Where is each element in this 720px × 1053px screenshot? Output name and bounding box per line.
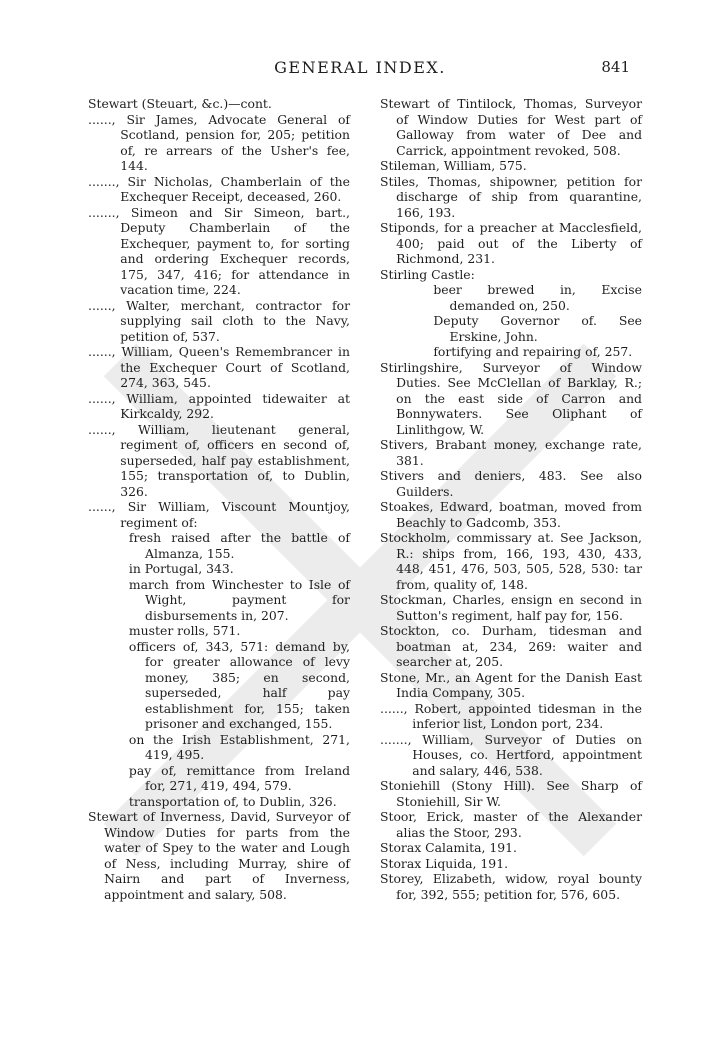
index-entry: ......, William, appointed tidewaiter at Kirkcaldy, 292. <box>88 390 350 421</box>
index-entry: Stirlingshire, Surveyor of Window Duties. See McClellan of Barklay, R.; on the east side of Carron and Bonnywaters. See Oliphant of Linlithgow, W. <box>380 359 642 437</box>
index-entry: Stirling Castle: <box>380 266 475 282</box>
index-entry: ......., Simeon and Sir Simeon, bart., Deputy Chamberlain of the Exchequer, payment to, for sorting and ordering Exchequer records, 175, 347, 416; for attendance in vacation time, 224. <box>88 204 350 297</box>
index-entry: Stewart of Tintilock, Thomas, Surveyor of Window Duties for West part of Galloway from water of Dee and Carrick, appointment revoked, 508. <box>380 96 642 158</box>
index-entry: Stoor, Erick, master of the Alexander alias the Stoor, 293. <box>380 809 642 840</box>
index-entry: Stockton, co. Durham, tidesman and boatman at, 234, 269: waiter and searcher at, 205. <box>380 623 642 669</box>
index-entry: in Portugal, 343. <box>128 561 234 576</box>
index-entry: Stivers and deniers, 483. See also Guilders. <box>380 468 642 499</box>
index-entry: Storax Calamita, 191. <box>380 840 517 855</box>
index-entry: Stiles, Thomas, shipowner, petition for discharge of ship from quarantine, 166, 193. <box>380 173 642 220</box>
index-entry: muster rolls, 571. <box>128 623 241 638</box>
index-entry: Stoniehill (Stony Hill). See Sharp of Stoniehill, Sir W. <box>380 778 642 809</box>
index-entry: march from Winchester to Isle of Wight, payment for disbursements in, 207. <box>128 576 350 623</box>
index-entry: on the Irish Establishment, 271, 419, 495. <box>128 731 350 762</box>
index-entry: Deputy Governor of. See Erskine, John. <box>433 313 642 344</box>
index-entry: Stone, Mr., an Agent for the Danish East India Company, 305. <box>380 669 642 700</box>
index-entry: Stileman, William, 575. <box>380 158 527 173</box>
index-entry: Stockman, Charles, ensign en second in Sutton's regiment, half pay for, 156. <box>380 592 642 623</box>
index-entry: pay of, remittance from Ireland for, 271, 419, 494, 579. <box>128 762 350 793</box>
page-number: 841 <box>601 58 630 76</box>
index-entry: Stoakes, Edward, boatman, moved from Beachly to Gadcomb, 353. <box>380 499 642 530</box>
index-entry: officers of, 343, 571: demand by, for greater allowance of levy money, 385; en second, superseded, half pay establishment for, 155; taken prisoner and exchanged, 155. <box>128 638 350 731</box>
index-entry: ......, Walter, merchant, contractor for supplying sail cloth to the Navy, petition of, 537. <box>88 297 350 344</box>
index-entry: Storax Liquida, 191. <box>380 855 509 871</box>
index-entry: Stivers, Brabant money, exchange rate, 381. <box>380 437 642 468</box>
index-entry: ......, William, lieutenant general, regiment of, officers en second of, superseded, half pay establishment, 155; transportation of, to Dublin, 326. <box>88 421 350 499</box>
running-title: GENERAL INDEX. <box>274 58 446 77</box>
index-entry: beer brewed in, Excise demanded on, 250. <box>433 282 642 313</box>
index-entry: fortifying and repairing of, 257. <box>433 344 633 359</box>
index-entry: ......, Sir William, Viscount Mountjoy, regiment of: <box>88 499 350 530</box>
index-entry: Storey, Elizabeth, widow, royal bounty for, 392, 555; petition for, 576, 605. <box>380 871 642 902</box>
index-entry: ......., William, Surveyor of Duties on Houses, co. Hertford, appointment and salary, 446, 538. <box>380 731 642 778</box>
index-entry: ......, Sir James, Advocate General of Scotland, pension for, 205; petition of, re arrears of the Usher's fee, 144. <box>88 111 350 173</box>
index-entry: Stiponds, for a preacher at Macclesfield, 400; paid out of the Liberty of Richmond, 231. <box>380 220 642 266</box>
index-entry: ......, William, Queen's Remembrancer in the Exchequer Court of Scotland, 274, 363, 545. <box>88 344 350 390</box>
page-header <box>0 58 720 80</box>
index-entry: Stockholm, commissary at. See Jackson, R.: ships from, 166, 193, 430, 433, 448, 451, 476, 503, 505, 528, 530: tar from, quality of, 148. <box>380 530 642 592</box>
index-entry: transportation of, to Dublin, 326. <box>128 793 337 809</box>
index-column-right <box>380 96 642 902</box>
index-entry: ......., Sir Nicholas, Chamberlain of the Exchequer Receipt, deceased, 260. <box>88 173 350 204</box>
index-entry: ......, Robert, appointed tidesman in the inferior list, London port, 234. <box>380 700 642 731</box>
index-column-left <box>88 96 350 902</box>
index-entry: Stewart of Inverness, David, Surveyor of Window Duties for parts from the water of Spey to the water and Lough of Ness, including Murray, shire of Nairn and part of Inverness, appointment and salary, 508. <box>88 809 350 902</box>
index-entry: Stewart (Steuart, &c.)—cont. <box>88 96 272 111</box>
index-entry: fresh raised after the battle of Almanza, 155. <box>128 530 350 561</box>
